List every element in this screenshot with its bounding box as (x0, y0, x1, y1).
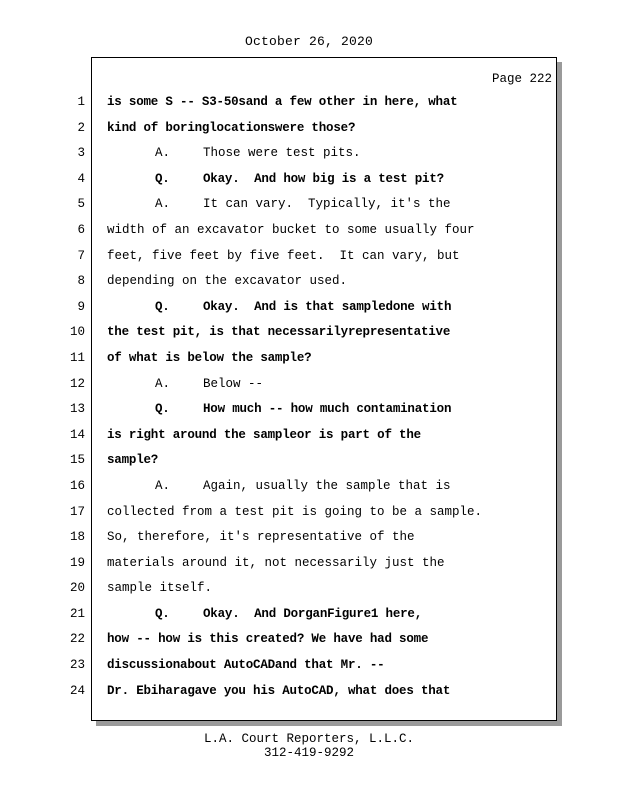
transcript-line (107, 397, 547, 423)
transcript-line (107, 90, 547, 116)
speaker-label: Q. (155, 299, 170, 314)
line-text: Dr. Ebiharagave you his AutoCAD, what does that (107, 683, 451, 698)
line-number: 11 (69, 350, 85, 365)
line-number: 23 (69, 658, 85, 673)
line-number: 13 (69, 402, 85, 417)
transcript-line (107, 372, 547, 398)
line-text: sample? (107, 453, 159, 468)
line-text: feet, five feet by five feet. It can vary, but (107, 248, 460, 263)
transcript-line (107, 269, 547, 295)
transcript-line (107, 627, 547, 653)
line-text: is right around the sampleor is part of the (107, 427, 421, 442)
transcript-date: October 26, 2020 (244, 34, 374, 49)
speaker-label: Q. (155, 606, 170, 621)
line-text: materials around it, not necessarily just the (107, 555, 445, 570)
line-text: depending on the excavator used. (107, 274, 348, 289)
line-text: collected from a test pit is going to be a sample. (107, 504, 483, 519)
line-number: 19 (69, 555, 85, 570)
line-text: Below -- (203, 376, 264, 391)
transcript-line (107, 576, 547, 602)
line-number: 3 (77, 146, 85, 161)
transcript-line (107, 346, 547, 372)
line-number: 5 (77, 197, 85, 212)
reporter-footer (0, 732, 618, 760)
speaker-label: A. (155, 478, 171, 493)
line-number: 2 (77, 120, 85, 135)
transcript-line (107, 320, 547, 346)
line-text: Those were test pits. (203, 146, 361, 161)
line-number: 17 (69, 504, 85, 519)
line-text: Again, usually the sample that is (203, 478, 451, 493)
transcript-line (107, 218, 547, 244)
line-number: 22 (69, 632, 85, 647)
line-text: It can vary. Typically, it's the (203, 197, 451, 212)
transcript-line (107, 167, 547, 193)
line-number: 9 (77, 299, 85, 314)
line-number: 18 (69, 530, 85, 545)
page-number: Page 222 (491, 72, 552, 86)
line-text: Okay. And DorganFigure1 here, (203, 606, 423, 621)
line-text: sample itself. (107, 581, 213, 596)
line-number: 1 (77, 95, 85, 109)
line-text: Okay. And is that sampledone with (203, 299, 452, 314)
line-number: 24 (69, 683, 85, 698)
transcript-line (107, 295, 547, 321)
transcript-line (107, 423, 547, 449)
speaker-label: Q. (155, 171, 170, 186)
transcript-line (107, 602, 547, 628)
line-text: of what is below the sample? (107, 350, 312, 365)
speaker-label: Q. (155, 402, 170, 417)
speaker-label: A. (155, 376, 171, 391)
line-number: 12 (69, 376, 85, 391)
line-number: 21 (69, 606, 85, 621)
line-text: How much -- how much contamination (203, 402, 452, 417)
line-number: 14 (69, 427, 85, 442)
line-text: the test pit, is that necessarilyrepresentative (107, 325, 451, 340)
line-number: 10 (69, 325, 85, 340)
line-text: Okay. And how big is a test pit? (203, 171, 444, 186)
line-text: is some S -- S3-50sand a few other in here, what (107, 95, 458, 109)
line-number: 6 (77, 222, 85, 237)
line-number: 16 (69, 478, 85, 493)
line-number: 15 (69, 453, 85, 468)
speaker-label: A. (155, 197, 171, 212)
transcript-line (107, 448, 547, 474)
line-text: kind of boringlocationswere those? (107, 120, 356, 135)
reporter-phone: 312-419-9292 (263, 746, 354, 760)
line-text: width of an excavator bucket to some usually four (107, 222, 475, 237)
line-number: 20 (69, 581, 85, 596)
line-text: So, therefore, it's representative of the (107, 530, 415, 545)
line-text: discussionabout AutoCADand that Mr. -- (107, 658, 385, 673)
transcript-line (107, 474, 547, 500)
line-number: 8 (77, 274, 85, 289)
speaker-label: A. (155, 146, 171, 161)
transcript-line (107, 116, 547, 142)
reporter-company: L.A. Court Reporters, L.L.C. (203, 732, 415, 746)
transcript-line (107, 679, 547, 705)
transcript-line (107, 141, 547, 167)
transcript-line (107, 653, 547, 679)
transcript-line (107, 525, 547, 551)
transcript-line (107, 192, 547, 218)
line-number-column (60, 90, 85, 704)
line-number: 7 (77, 248, 85, 263)
transcript-line (107, 244, 547, 270)
transcript-line (107, 551, 547, 577)
line-text: how -- how is this created? We have had some (107, 632, 429, 647)
transcript-text (107, 90, 547, 704)
transcript-line (107, 500, 547, 526)
line-number: 4 (77, 171, 85, 186)
